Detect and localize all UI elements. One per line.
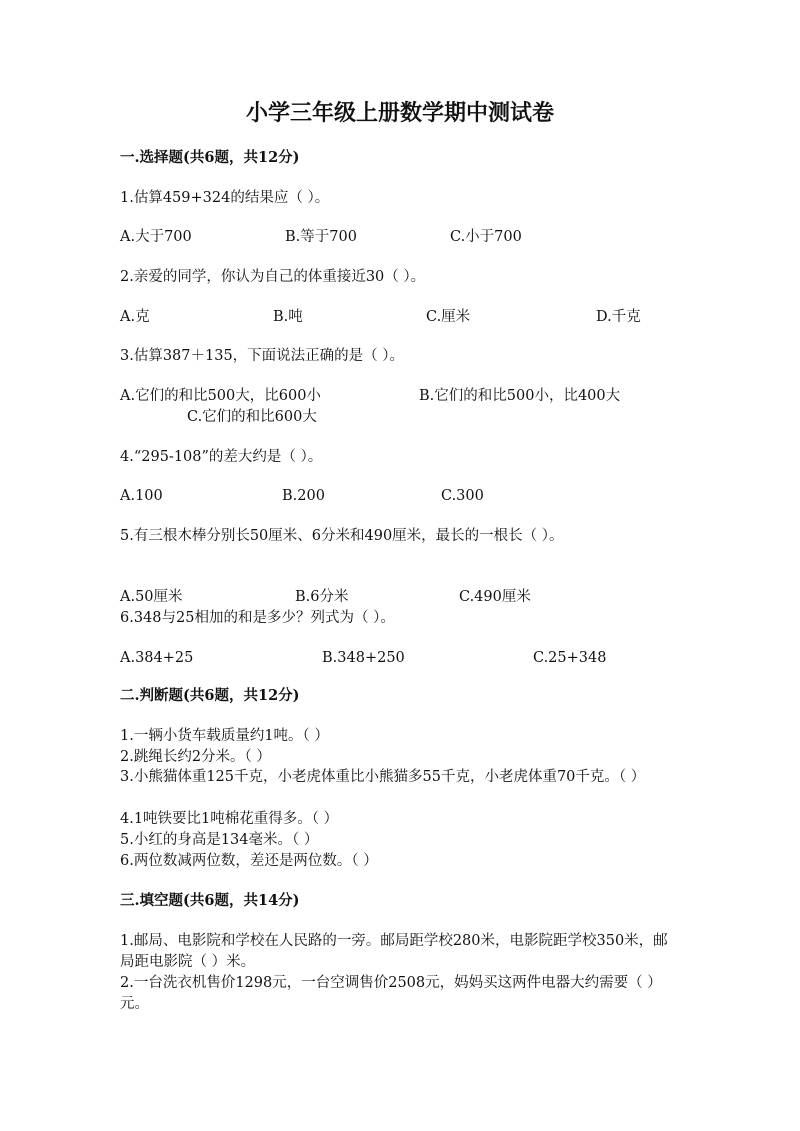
- choice-5-option-c: C.490厘米: [459, 589, 531, 605]
- judge-item-3: 3.小熊猫体重125千克，小老虎体重比小熊猫多55千克，小老虎体重70千克。（ ）: [120, 769, 646, 785]
- judge-item-4: 4.1吨铁要比1吨棉花重得多。（ ）: [120, 811, 339, 827]
- page-title: 小学三年级上册数学期中测试卷: [245, 100, 554, 126]
- choice-2-option-c: C.厘米: [426, 309, 471, 325]
- section-heading-choice: 一.选择题(共6题，共12分): [120, 149, 300, 166]
- choice-1-option-a: A.大于700: [120, 229, 192, 245]
- choice-question-2: 2.亲爱的同学，你认为自己的体重接近30（ ）。: [120, 269, 426, 285]
- fill-item-2: 2.一台洗衣机售价1298元，一台空调售价2508元，妈妈买这两件电器大约需要（ ）元。: [120, 975, 662, 1012]
- choice-question-5: 5.有三根木棒分别长50厘米、6分米和490厘米，最长的一根长（ ）。: [120, 528, 564, 544]
- choice-5-option-a: A.50厘米: [120, 589, 183, 605]
- choice-2-option-d: D.千克: [596, 309, 641, 325]
- choice-2-option-b: B.吨: [273, 309, 303, 325]
- choice-2-option-a: A.克: [120, 309, 150, 325]
- choice-1-option-c: C.小于700: [450, 229, 522, 245]
- choice-4-option-b: B.200: [282, 488, 325, 504]
- choice-3-option-a: A.它们的和比500大，比600小: [120, 388, 321, 404]
- fill-item-1: 1.邮局、电影院和学校在人民路的一旁。邮局距学校280米，电影院距学校350米，邮局距电影院（ ）米。: [120, 933, 668, 970]
- choice-6-option-c: C.25+348: [533, 650, 607, 666]
- choice-3-option-b: B.它们的和比500小，比400大: [419, 388, 621, 404]
- section-heading-judge: 二.判断题(共6题，共12分): [120, 687, 300, 704]
- choice-6-option-b: B.348+250: [322, 650, 405, 666]
- choice-question-1: 1.估算459+324的结果应（ ）。: [120, 190, 330, 206]
- choice-4-option-a: A.100: [120, 488, 163, 504]
- choice-3-option-c: C.它们的和比600大: [187, 409, 317, 425]
- judge-item-1: 1.一辆小货车载质量约1吨。（ ）: [120, 728, 329, 744]
- section-heading-fill: 三.填空题(共6题，共14分): [120, 892, 300, 909]
- choice-6-option-a: A.384+25: [120, 650, 194, 666]
- choice-5-option-b: B.6分米: [295, 589, 349, 605]
- judge-item-6: 6.两位数减两位数，差还是两位数。（ ）: [120, 853, 378, 869]
- choice-question-6: 6.348与25相加的和是多少？列式为（ ）。: [120, 610, 395, 626]
- choice-1-option-b: B.等于700: [285, 229, 357, 245]
- judge-item-2: 2.跳绳长约2分米。（ ）: [120, 749, 271, 765]
- choice-question-4: 4.“295-108”的差大约是（ ）。: [120, 449, 323, 465]
- choice-4-option-c: C.300: [441, 488, 484, 504]
- choice-question-3: 3.估算387＋135，下面说法正确的是（ ）。: [120, 348, 405, 364]
- judge-item-5: 5.小红的身高是134毫米。（ ）: [120, 832, 319, 848]
